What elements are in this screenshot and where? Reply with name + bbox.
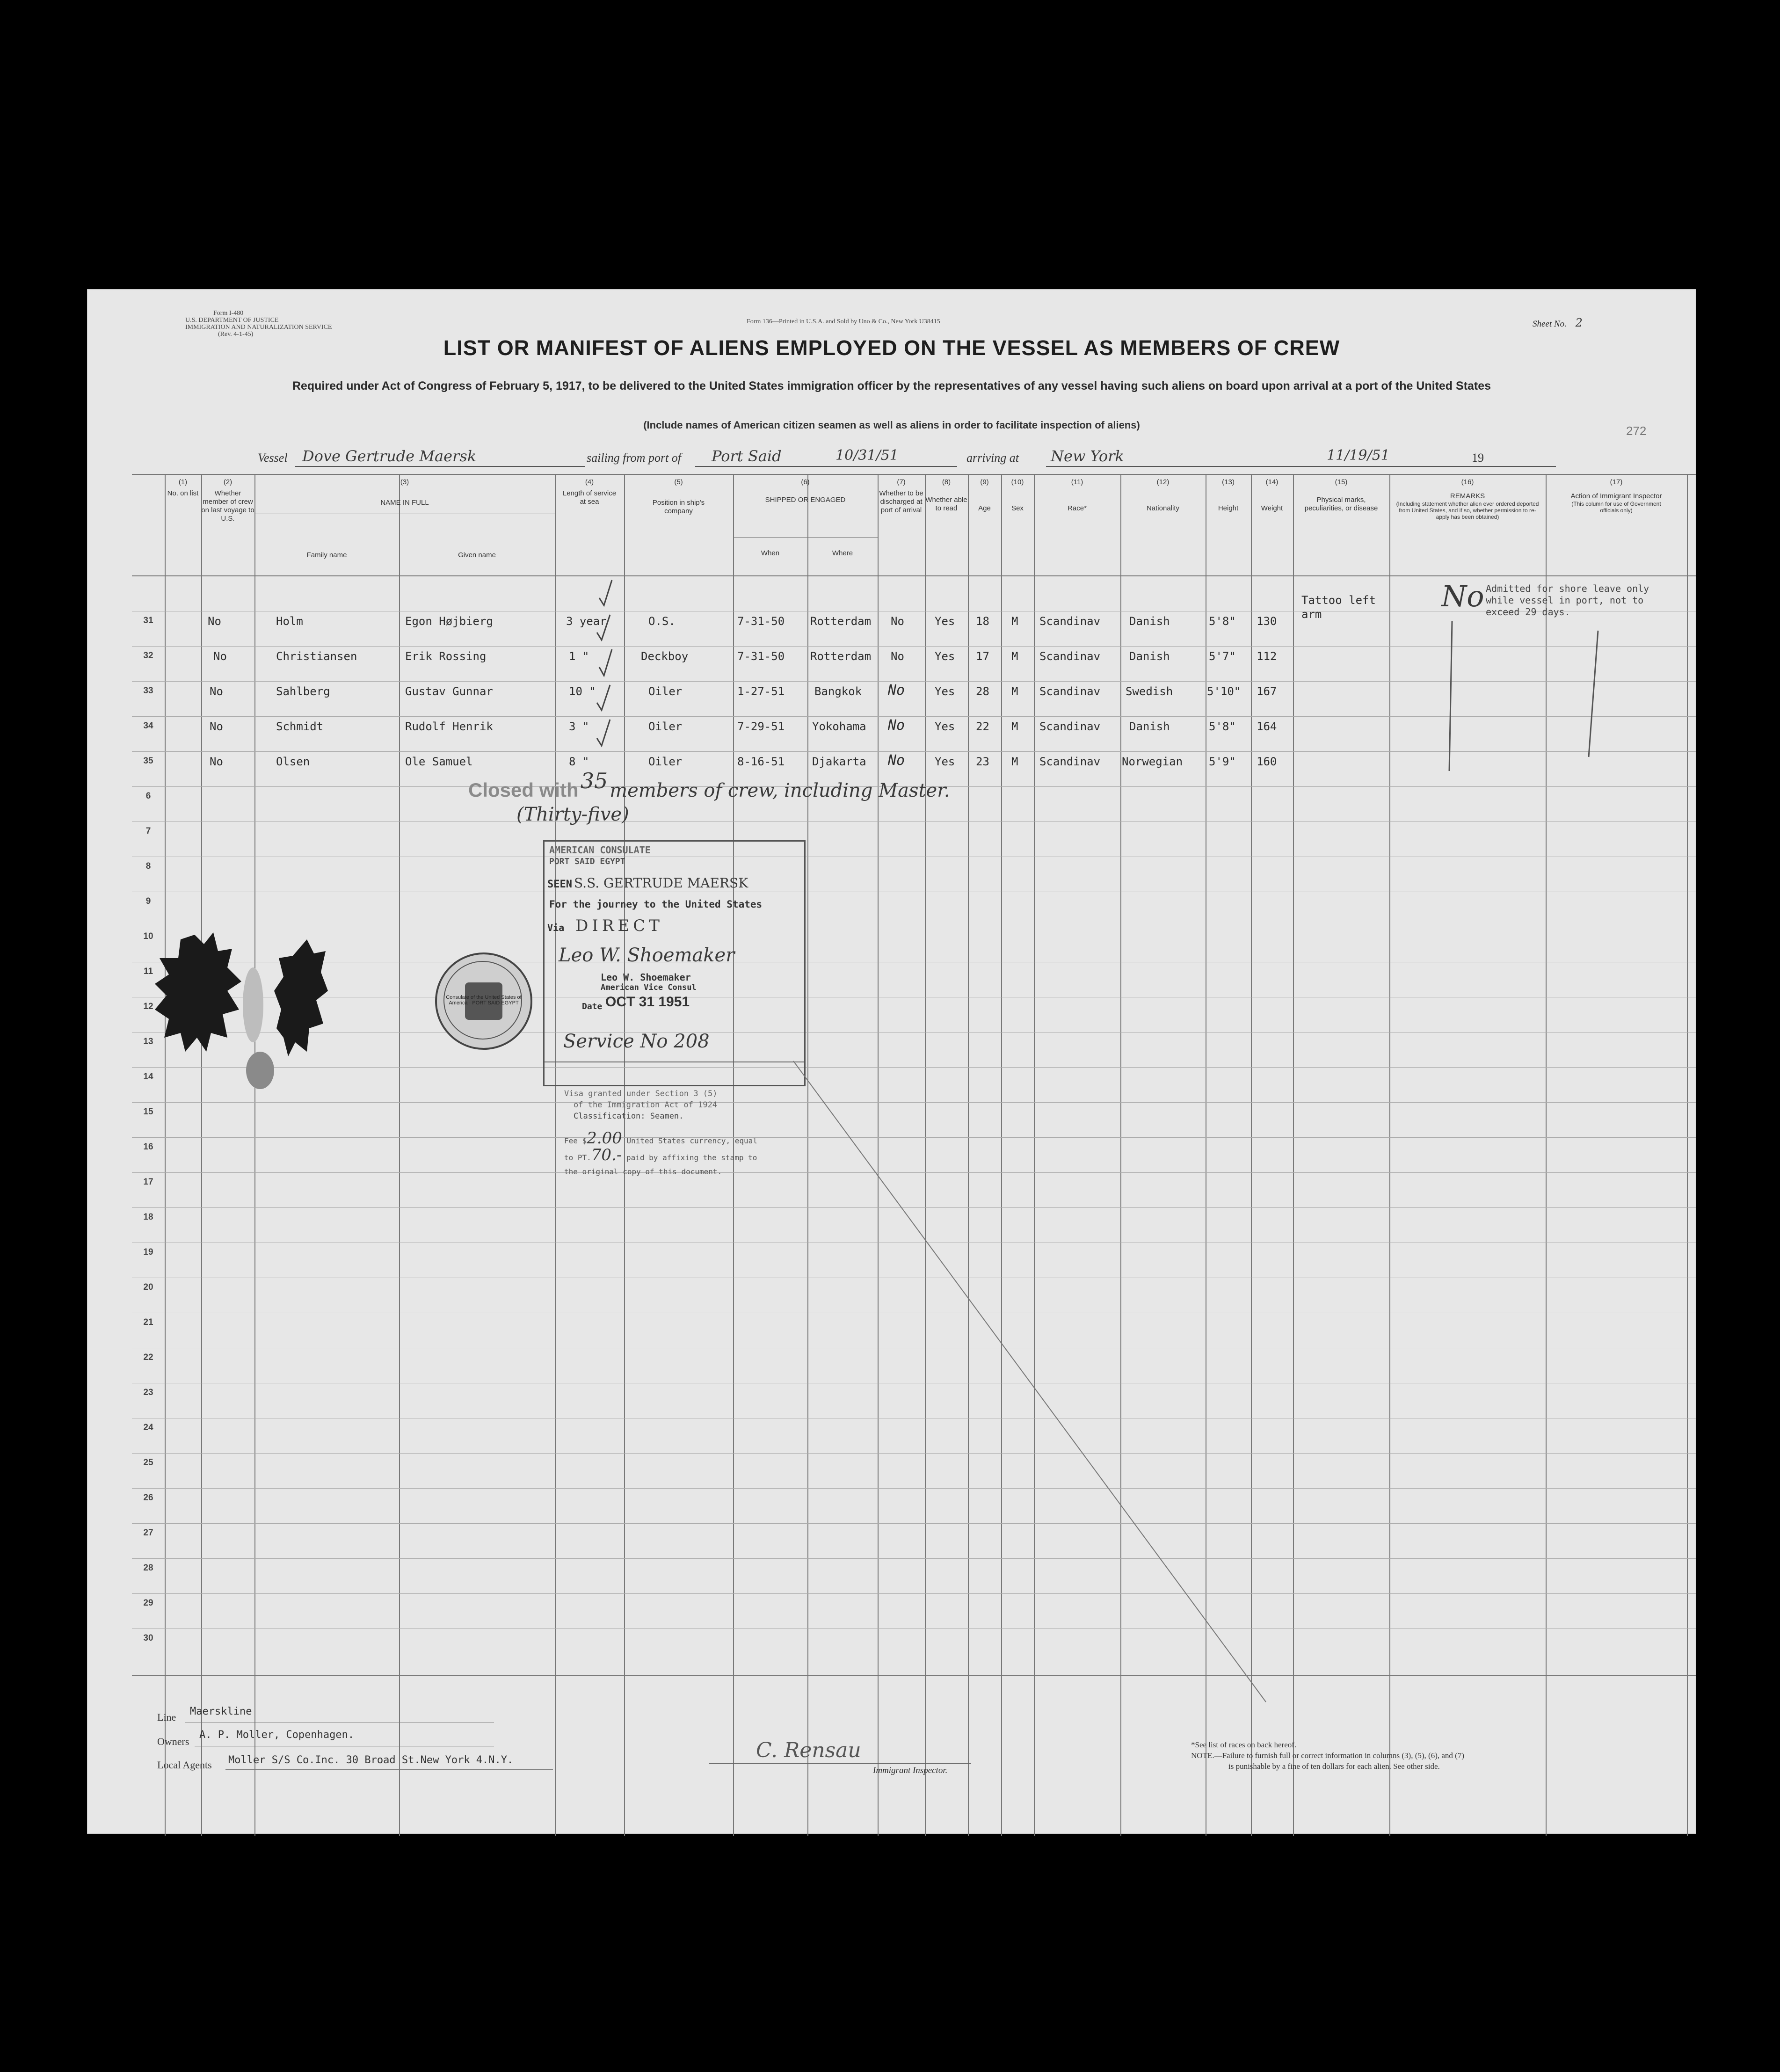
via-label: Via [547, 922, 565, 933]
row-number: 24 [143, 1423, 153, 1432]
cell-discharged: No [888, 752, 905, 769]
seen-label: SEEN [547, 879, 572, 890]
cell-age: 22 [976, 720, 989, 733]
col-header-4: (4) Length of service at sea [562, 478, 617, 506]
cell-race: Scandinav [1039, 755, 1101, 768]
row-number: 16 [143, 1142, 153, 1152]
seal-text: Consulate of the United States of America · PORT SAID EGYPT [446, 995, 522, 1006]
cell-weight: 112 [1257, 650, 1277, 663]
sheet-label: Sheet No. [1533, 319, 1567, 329]
cell-sex: M [1011, 650, 1018, 663]
col-header-1: (1) No. on list [167, 478, 199, 497]
remarks-mark: No [1441, 579, 1484, 613]
vessel-label: Vessel [258, 451, 288, 465]
cell-marks: Tattoo left arm [1301, 594, 1376, 621]
subheader-family: Family name [306, 551, 347, 559]
row-number: 31 [143, 616, 153, 625]
col-header-9: (9) Age [978, 478, 991, 512]
cell-discharged: No [888, 717, 905, 734]
row-number: 11 [143, 967, 153, 976]
col-header-17: (17) Action of Immigrant Inspector (This column for use of Government officials only) [1570, 478, 1662, 514]
closing-rest: members of crew, including Master. [610, 780, 950, 801]
row-number: 22 [143, 1352, 153, 1362]
to-value: 70.- [591, 1146, 622, 1164]
cell-when: 7-31-50 [737, 650, 785, 663]
consular-stamp [543, 840, 806, 1086]
via-value: DIRECT [575, 916, 663, 935]
cell-nationality: Norwegian [1122, 755, 1183, 768]
consul-title: American Vice Consul [601, 983, 697, 992]
visa-text [564, 1088, 718, 1122]
cell-last-voyage: No [213, 650, 227, 663]
row-number: 34 [143, 721, 153, 731]
cell-given-name: Rudolf Henrik [405, 720, 493, 733]
col-header-2: (2) Whether member of crew on last voyage to U.S. [201, 478, 254, 523]
cell-weight: 164 [1257, 720, 1277, 733]
date-label: Date [582, 1002, 603, 1011]
form-dept: U.S. DEPARTMENT OF JUSTICE [185, 317, 279, 324]
cell-height: 5'7" [1209, 650, 1236, 663]
page-subtitle: Required under Act of Congress of February 5, 1917, to be delivered to the United States immigration officer by the representatives of any vessel having such aliens on board upon arrival at a port of the United States [292, 379, 1491, 393]
cell-sex: M [1011, 685, 1018, 698]
cell-read: Yes [935, 755, 955, 768]
cell-position: Oiler [648, 720, 683, 733]
row-number: 12 [143, 1002, 153, 1011]
cell-weight: 130 [1257, 615, 1277, 628]
cell-race: Scandinav [1039, 720, 1101, 733]
stamp-seen-line [547, 875, 748, 891]
row-number: 26 [143, 1493, 153, 1503]
cell-race: Scandinav [1039, 615, 1101, 628]
cell-nationality: Danish [1129, 650, 1170, 663]
from-label: sailing from port of [587, 451, 682, 465]
cell-service: 3 year [566, 615, 607, 628]
vessel-name: Dove Gertrude Maersk [302, 447, 477, 465]
cell-discharged: No [888, 682, 905, 698]
col-header-3: (3) NAME IN FULL [380, 478, 429, 507]
cell-last-voyage: No [210, 720, 223, 733]
cell-service: 8 " [569, 755, 589, 768]
fee-value: 2.00 [587, 1129, 622, 1148]
footer-line-value: Maerskline [190, 1706, 252, 1717]
row-number: 21 [143, 1317, 153, 1327]
col-header-13: (13) Height [1218, 478, 1239, 512]
check-marks [555, 575, 624, 772]
remarks-text: Admitted for shore leave only while vessel in port, not to exceed 29 days. [1486, 583, 1649, 618]
cell-read: Yes [935, 685, 955, 698]
cell-race: Scandinav [1039, 650, 1101, 663]
col-header-14: (14) Weight [1261, 478, 1283, 512]
consulate-seal [435, 952, 532, 1050]
form-id-block [185, 310, 332, 338]
row-number: 20 [143, 1282, 153, 1292]
vessel-line [87, 447, 1696, 471]
footer-line-label: Line [157, 1711, 176, 1723]
row-number: 23 [143, 1388, 153, 1397]
cell-position: Deckboy [641, 650, 689, 663]
cell-given-name: Ole Samuel [405, 755, 473, 768]
cell-service: 10 " [569, 685, 596, 698]
row-number: 19 [143, 1247, 153, 1257]
row-number: 13 [143, 1037, 153, 1047]
sheet-number [1533, 316, 1583, 329]
arrival-date: 11/19/51 [1327, 447, 1390, 464]
subheader-when: When [761, 549, 780, 557]
visa-line-1: Visa granted under Section 3 (5) [564, 1089, 718, 1098]
row-number: 32 [143, 651, 153, 661]
manifest-sheet [87, 289, 1696, 1834]
cell-service: 3 " [569, 720, 589, 733]
cell-where: Rotterdam [810, 650, 872, 663]
cell-age: 18 [976, 615, 989, 628]
cell-given-name: Egon Højbierg [405, 615, 493, 628]
cell-weight: 160 [1257, 755, 1277, 768]
cell-family-name: Schmidt [276, 720, 324, 733]
cell-age: 17 [976, 650, 989, 663]
col-header-16: (16) REMARKS (Including statement whether alien ever ordered deported from United States, and if so, whether permission to re-apply has been obtained) [1396, 478, 1539, 520]
inspector-label: Immigrant Inspector. [873, 1766, 948, 1775]
row-number: 10 [143, 931, 153, 941]
page-title: LIST OR MANIFEST OF ALIENS EMPLOYED ON THE VESSEL AS MEMBERS OF CREW [443, 336, 1340, 360]
diagonal-pencil-line [789, 1056, 1280, 1711]
cell-last-voyage: No [210, 755, 223, 768]
col-header-10: (10) Sex [1011, 478, 1024, 512]
cell-given-name: Gustav Gunnar [405, 685, 493, 698]
col-header-6: (6) SHIPPED OR ENGAGED [765, 478, 846, 504]
stamp-location: PORT SAID EGYPT [549, 857, 625, 866]
closing-statement [468, 768, 950, 802]
cell-where: Rotterdam [810, 615, 872, 628]
cell-nationality: Danish [1129, 720, 1170, 733]
to-label: to PT. [564, 1153, 591, 1162]
from-port: Port Said [712, 447, 782, 465]
year-label: 19 [1472, 451, 1484, 465]
cell-weight: 167 [1257, 685, 1277, 698]
arrival-port: New York [1051, 447, 1124, 465]
row-number: 29 [143, 1598, 153, 1608]
cell-age: 23 [976, 755, 989, 768]
cell-last-voyage: No [208, 615, 221, 628]
arriving-label: arriving at [966, 451, 1019, 465]
footer-note-2: is punishable by a fine of ten dollars for each alien. See other side. [1228, 1762, 1440, 1771]
footer-notes [1191, 1739, 1464, 1772]
cell-service: 1 " [569, 650, 589, 663]
form-service: IMMIGRATION AND NATURALIZATION SERVICE [185, 324, 332, 331]
row-number: 14 [143, 1072, 153, 1082]
cell-race: Scandinav [1039, 685, 1101, 698]
footer-note-races: *See list of races on back hereof. [1191, 1740, 1297, 1749]
cell-when: 7-29-51 [737, 720, 785, 733]
footer-owners-value: A. P. Moller, Copenhagen. [199, 1729, 355, 1741]
row-number: 18 [143, 1212, 153, 1222]
cell-family-name: Sahlberg [276, 685, 330, 698]
cell-when: 8-16-51 [737, 755, 785, 768]
consul-date: OCT 31 1951 [605, 994, 690, 1010]
sheet-value: 2 [1575, 316, 1583, 329]
stamp-consulate: AMERICAN CONSULATE [549, 844, 651, 856]
page-stamp-number: 272 [1626, 424, 1647, 438]
visa-line-3: Classification: Seamen. [574, 1112, 684, 1121]
cell-family-name: Christiansen [276, 650, 357, 663]
cell-position: Oiler [648, 685, 683, 698]
cell-family-name: Olsen [276, 755, 310, 768]
cell-sex: M [1011, 615, 1018, 628]
cell-height: 5'9" [1209, 755, 1236, 768]
inspector-signature: C. Rensau [756, 1738, 861, 1762]
cell-sex: M [1011, 720, 1018, 733]
service-number: Service No 208 [563, 1031, 710, 1052]
cell-nationality: Swedish [1126, 685, 1173, 698]
row-number: 35 [143, 756, 153, 766]
consul-signature: Leo W. Shoemaker [559, 945, 735, 966]
footer-note-1: NOTE.—Failure to furnish full or correct information in columns (3), (5), (6), and (7) [1191, 1751, 1464, 1760]
footer-owners-label: Owners [157, 1736, 189, 1747]
subheader-where: Where [832, 549, 853, 557]
subheader-given: Given name [458, 551, 496, 559]
seen-vessel: S.S. GERTRUDE MAERSK [574, 875, 748, 891]
consul-name: Leo W. Shoemaker [601, 972, 691, 983]
remarks-brackets [1444, 617, 1649, 776]
footer-agents-label: Local Agents [157, 1759, 212, 1771]
col-header-15: (15) Physical marks, peculiarities, or disease [1304, 478, 1378, 512]
cell-family-name: Holm [276, 615, 303, 628]
visa-line-2: of the Immigration Act of 1924 [574, 1100, 718, 1110]
cell-position: O.S. [648, 615, 676, 628]
cell-height: 5'8" [1209, 720, 1236, 733]
cell-sex: M [1011, 755, 1018, 768]
closing-stamp: Closed with [468, 779, 579, 801]
to-desc: paid by affixing the stamp to [626, 1153, 757, 1162]
fee-label: Fee $ [564, 1136, 587, 1145]
row-number: 33 [143, 686, 153, 696]
cell-given-name: Erik Rossing [405, 650, 487, 663]
stamp-journey: For the journey to the United States [549, 899, 763, 910]
stamp-via-line [547, 916, 663, 935]
footer-agents-value: Moller S/S Co.Inc. 30 Broad St.New York 4.N.Y. [228, 1754, 514, 1766]
cell-where: Djakarta [812, 755, 866, 768]
form-id: Form I-480 [213, 310, 244, 317]
col-header-7: (7) Whether to be discharged at port of arrival [879, 478, 923, 514]
from-date: 10/31/51 [836, 447, 899, 464]
printer-line: Form 136—Printed in U.S.A. and Sold by Uno & Co., New York U38415 [747, 318, 940, 325]
cell-height: 5'8" [1209, 615, 1236, 628]
cell-where: Bangkok [814, 685, 862, 698]
closing-count: 35 [580, 768, 608, 793]
row-number: 7 [145, 826, 151, 836]
fee-desc: United States currency, equal [626, 1136, 757, 1145]
row-number: 25 [143, 1458, 153, 1468]
cell-discharged: No [891, 650, 904, 663]
cell-when: 1-27-51 [737, 685, 785, 698]
row-number: 9 [145, 896, 151, 906]
fee-last-line: the original copy of this document. [564, 1167, 722, 1176]
cell-read: Yes [935, 650, 955, 663]
cell-nationality: Danish [1129, 615, 1170, 628]
row-number: 15 [143, 1107, 153, 1117]
col-header-5: (5) Position in ship's company [652, 478, 705, 515]
row-number: 8 [145, 861, 151, 871]
wax-seal-blots [153, 930, 330, 1103]
row-number: 27 [143, 1528, 153, 1538]
closing-words: (Thirty-five) [516, 804, 629, 825]
page-subtitle-note: (Include names of American citizen seamen as well as aliens in order to facilitate inspection of aliens) [643, 419, 1140, 431]
row-number: 30 [143, 1633, 153, 1643]
col-header-11: (11) Race* [1068, 478, 1087, 512]
cell-last-voyage: No [210, 685, 223, 698]
col-header-12: (12) Nationality [1146, 478, 1180, 512]
cell-when: 7-31-50 [737, 615, 785, 628]
row-number: 6 [145, 791, 151, 801]
cell-where: Yokohama [812, 720, 866, 733]
cell-position: Oiler [648, 755, 683, 768]
cell-read: Yes [935, 720, 955, 733]
fee-text [564, 1131, 757, 1179]
row-number: 28 [143, 1563, 153, 1573]
cell-height: 5'10" [1207, 685, 1241, 698]
cell-read: Yes [935, 615, 955, 628]
row-number: 17 [143, 1177, 153, 1187]
cell-age: 28 [976, 685, 989, 698]
col-header-8: (8) Whether able to read [925, 478, 967, 512]
cell-discharged: No [891, 615, 904, 628]
form-rev: (Rev. 4-1-45) [218, 331, 254, 338]
